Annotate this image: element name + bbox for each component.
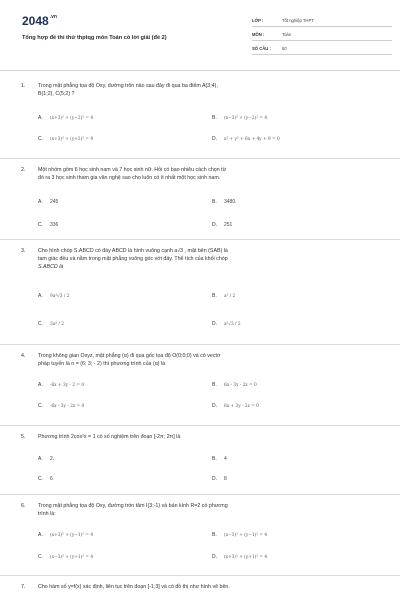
option-label: B. xyxy=(212,456,217,462)
question-line: tam giác đều và nằm trong mặt phẳng vuông góc với đáy. Thể tích của khối chóp xyxy=(38,256,228,262)
option-b[interactable] xyxy=(212,115,267,121)
option-label: B. xyxy=(212,293,217,299)
option-text: (x+3)² + (y−1)² = 4 xyxy=(50,533,94,538)
option-label: A. xyxy=(38,456,43,462)
option-text: 9a³√3 / 2 xyxy=(50,294,70,299)
question-number: 1. xyxy=(21,83,26,89)
question-line: trình là: xyxy=(38,511,56,517)
question-3 xyxy=(0,240,400,345)
option-text: 336 xyxy=(50,222,59,228)
option-d[interactable] xyxy=(212,136,280,142)
question-text xyxy=(38,166,383,182)
meta-value: 50 xyxy=(282,46,287,51)
option-label: C. xyxy=(38,403,43,409)
question-number: 7. xyxy=(21,584,26,590)
question-number: 2. xyxy=(21,167,26,173)
option-c[interactable] xyxy=(38,403,84,409)
option-b[interactable] xyxy=(212,199,237,205)
option-text: (x+3)² + (y+2)² = 4 xyxy=(50,137,94,142)
option-b[interactable] xyxy=(212,456,227,462)
question-line: pháp tuyến là n = (6; 3; - 2) thì phương trình của (α) là xyxy=(38,361,166,367)
question-line: Cho hình chóp S.ABCD có đáy ABCD là hình vuông cạnh a√3 , mặt bên (SAB) là xyxy=(38,248,228,254)
question-7 xyxy=(0,576,400,600)
question-text xyxy=(38,247,383,271)
option-label: D. xyxy=(212,321,217,327)
option-text: a³√3 / 2 xyxy=(224,322,241,327)
option-a[interactable] xyxy=(38,115,93,121)
option-a[interactable] xyxy=(38,199,58,205)
option-label: C. xyxy=(38,222,43,228)
logo-suffix: .vn xyxy=(49,14,57,20)
option-c[interactable] xyxy=(38,222,58,228)
option-d[interactable] xyxy=(212,321,241,327)
option-d[interactable] xyxy=(212,222,232,228)
option-a[interactable] xyxy=(38,293,69,299)
option-c[interactable] xyxy=(38,321,64,327)
option-text: 6x - 3y - 2z = 0 xyxy=(224,383,257,388)
meta-key: SỐ CÂU : xyxy=(252,46,271,51)
option-b[interactable] xyxy=(212,532,267,538)
question-line: Cho hàm số y=f(x) xác định, liên tục trên đoạn [-1;3] và có đồ thị như hình vẽ bên. xyxy=(38,584,230,590)
question-number: 3. xyxy=(21,248,26,254)
meta-count-row xyxy=(252,44,392,55)
option-text: 8 xyxy=(224,476,227,482)
option-text: a³ / 2 xyxy=(224,294,236,299)
option-text: 251 xyxy=(224,222,233,228)
option-label: B. xyxy=(212,382,217,388)
question-list xyxy=(0,78,400,600)
option-label: A. xyxy=(38,115,43,121)
header-divider xyxy=(0,70,400,71)
option-label: D. xyxy=(212,476,217,482)
option-b[interactable] xyxy=(212,293,235,299)
option-label: D. xyxy=(212,403,217,409)
site-logo[interactable] xyxy=(22,14,57,28)
option-label: A. xyxy=(38,532,43,538)
option-text: (x+3)² + (y−2)² = 4 xyxy=(50,116,94,121)
option-label: B. xyxy=(212,115,217,121)
option-label: A. xyxy=(38,293,43,299)
option-label: C. xyxy=(38,476,43,482)
question-line: Trong mặt phẳng tọa độ Oxy, đường tròn nào sau đây đi qua ba điểm A(3;4), xyxy=(38,83,218,89)
option-text: (x−3)² + (y−2)² = 4 xyxy=(224,116,268,121)
question-number: 6. xyxy=(21,503,26,509)
question-number: 5. xyxy=(21,434,26,440)
option-text: 3480. xyxy=(224,199,237,205)
option-a[interactable] xyxy=(38,456,54,462)
question-2 xyxy=(0,159,400,240)
option-b[interactable] xyxy=(212,382,257,388)
question-line: đó ra 3 học sinh tham gia văn nghệ sao cho luôn có ít nhất một học sinh nam. xyxy=(38,175,221,181)
question-line: Trong mặt phẳng tọa độ Oxy, đường tròn tâm I(3;-1) và bán kính R=2 có phương xyxy=(38,503,228,509)
question-line: Một nhóm gồm 6 học sinh nam và 7 học sinh nữ. Hỏi có bao nhiêu cách chọn từ xyxy=(38,167,227,173)
option-a[interactable] xyxy=(38,382,84,388)
document-header xyxy=(0,0,400,78)
meta-subject-row xyxy=(252,30,392,41)
question-4 xyxy=(0,345,400,426)
option-label: D. xyxy=(212,554,217,560)
option-d[interactable] xyxy=(212,403,259,409)
option-c[interactable] xyxy=(38,136,93,142)
meta-key: LỚP : xyxy=(252,18,264,23)
option-a[interactable] xyxy=(38,532,93,538)
meta-value: Toán xyxy=(282,32,292,37)
option-label: B. xyxy=(212,199,217,205)
logo-text: 2048 xyxy=(22,14,49,28)
question-text xyxy=(38,352,383,368)
question-1 xyxy=(0,78,400,159)
option-label: D. xyxy=(212,222,217,228)
option-text: -6x - 3y - 2z = 0 xyxy=(50,404,85,409)
question-text xyxy=(38,433,383,441)
meta-key: MÔN : xyxy=(252,32,265,37)
option-d[interactable] xyxy=(212,476,227,482)
question-text xyxy=(38,82,383,98)
option-d[interactable] xyxy=(212,554,267,560)
option-label: D. xyxy=(212,136,217,142)
question-text xyxy=(38,502,383,518)
option-text: (x+3)² + (y+1)² = 4 xyxy=(224,555,268,560)
question-6 xyxy=(0,495,400,576)
option-text: -6x + 3y - 2 = 0 xyxy=(50,383,85,388)
option-label: B. xyxy=(212,532,217,538)
option-label: A. xyxy=(38,382,43,388)
option-text: 2. xyxy=(50,456,55,462)
option-text: (x−3)² + (y+1)² = 4 xyxy=(50,555,94,560)
option-text: 3a³ / 2 xyxy=(50,322,64,327)
option-label: A. xyxy=(38,199,43,205)
document-title: Tổng hợp đề thi thử thptqg môn Toán có lời giải (đề 2) xyxy=(22,35,167,41)
meta-class-row xyxy=(252,16,392,27)
question-5 xyxy=(0,426,400,495)
option-text: 6x + 3y - 2z = 0 xyxy=(224,404,259,409)
option-c[interactable] xyxy=(38,476,53,482)
option-text: 6 xyxy=(50,476,53,482)
option-label: C. xyxy=(38,321,43,327)
option-c[interactable] xyxy=(38,554,93,560)
option-label: C. xyxy=(38,554,43,560)
option-text: 4 xyxy=(224,456,227,462)
question-line: Phương trình 2cos²x = 1 có số nghiệm trên đoạn [-2π; 2π] là xyxy=(38,434,181,440)
option-text: (x−3)² + (y−1)² = 4 xyxy=(224,533,268,538)
question-line: Trong không gian Oxyz, mặt phẳng (α) đi qua gốc tọa độ O(0;0;0) và có vectơ xyxy=(38,353,221,359)
question-line: S.ABCD là xyxy=(38,264,64,270)
option-text: x² + y² + 6x + 4y + 9 = 0 xyxy=(224,137,280,142)
question-line: B(1;2), C(5;2) ? xyxy=(38,91,75,97)
question-text xyxy=(38,583,383,591)
question-number: 4. xyxy=(21,353,26,359)
meta-value: Tốt nghiệp THPT xyxy=(282,18,314,23)
option-label: C. xyxy=(38,136,43,142)
option-text: 245 xyxy=(50,199,59,205)
